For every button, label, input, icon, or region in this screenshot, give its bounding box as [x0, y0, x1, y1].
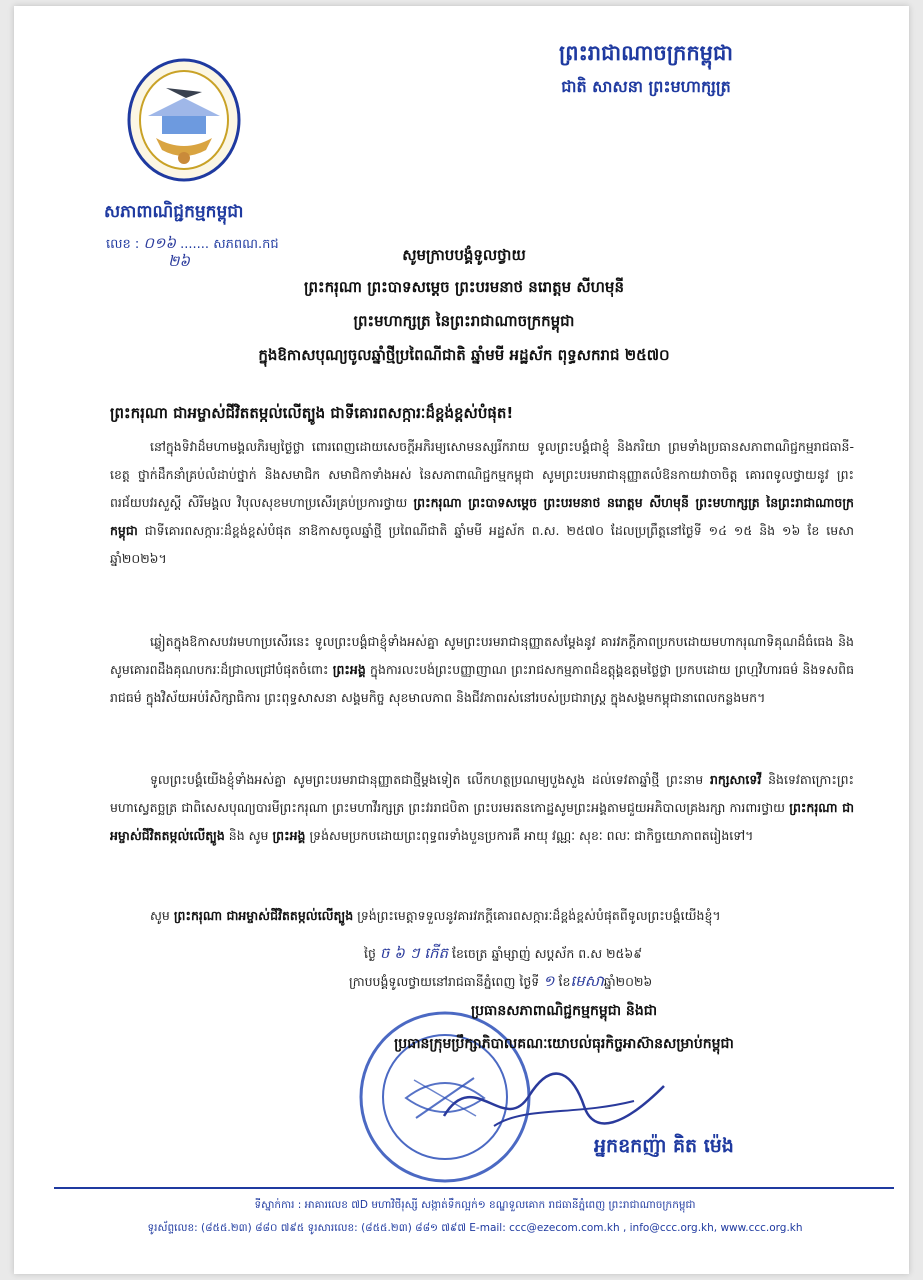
paragraph-2-text-c: ក្នុងការលះបង់ព្រះបញ្ញាញាណ ព្រះរាជសកម្មភាពដ៏ឧត្តុង្គឧត្តមថ្លៃថ្លា ប្រកបដោយ ព្រហ្មវិហារធម៌ និងទសពិធរាជធម៌ ក្នុងវិស័យអប់រំសិក្សាធិការ ព្រះពុទ្ធសាសនា សង្គមកិច្ច សុខមាលភាព និងជីវភាពរស់នៅរបស់ប្រជារាស្ត្រ ក្នុងសង្គមកម្ពុជានាពេលកន្លងមក។	[110, 662, 854, 705]
reference-dots: .......	[180, 237, 210, 252]
paragraph-3-text-e: និង សូម	[224, 828, 273, 843]
paragraph-2-text-a: ឆ្លៀតក្នុងឱកាសបវរមហាប្រសើរនេះ ទូលព្រះបង្គំជាខ្ញុំទាំងអស់គ្នា សូមព្រះបរមរាជានុញ្ញាតសម្តែងនូវ គារវភក្តីភាពប្រកបដោយមហាករុណាទិគុណដ៏ធំធេង និងសូមគោរពដឹងគុណបករៈដ៏ជ្រាលជ្រៅបំផុតចំពោះ	[110, 634, 854, 677]
paragraph-3-text-a: ទូលព្រះបង្គំយើងខ្ញុំទាំងអស់គ្នា សូមព្រះបរមរាជានុញ្ញាតជាថ្មីម្តងទៀត លើកហត្ថប្រណម្យបួងសួង ដល់ទេវតាឆ្នាំថ្មី ព្រះនាម	[150, 772, 710, 787]
lunar-date-suffix: ខែចេត្រ ឆ្នាំម្សាញ់ សប្តស័ក ព.ស ២៥៦៩	[448, 946, 643, 961]
paragraph-1-king-title: ព្រះករុណា ព្រះបាទសម្តេច ព្រះបរមនាថ នរោត្តម សីហមុនី ព្រះមហាក្សត្រ នៃព្រះរាជាណាចក្រកម្ពុជា	[110, 495, 854, 538]
salutation: ព្រះករុណា ជាអម្ចាស់ជីវិតតម្កល់លើត្បូង ជាទីគោរពសក្ការៈដ៏ខ្ពង់ខ្ពស់បំផុត!	[110, 404, 514, 422]
organization-name: សភាពាណិជ្ជកម្មកម្ពុជា	[104, 202, 244, 222]
solar-date-mid: ខែ	[554, 974, 571, 989]
footer-divider	[54, 1187, 894, 1189]
kingdom-title: ព្រះរាជាណាចក្រកម្ពុជា	[558, 41, 733, 65]
paragraph-1	[110, 433, 854, 573]
handwritten-signature	[434, 1046, 674, 1146]
paragraph-2	[110, 628, 854, 712]
solar-date-prefix: ក្រាបបង្គំទូលថ្វាយនៅរាជធានីភ្នំពេញ ថ្ងៃទី	[349, 974, 544, 989]
paragraph-3	[110, 766, 854, 850]
solar-day-handwritten: ១	[543, 972, 555, 990]
reference-year-handwritten: ២៦	[168, 252, 190, 270]
paragraph-4-bold: ព្រះករុណា ជាអម្ចាស់ជីវិតតម្កល់លើត្បូង	[173, 908, 354, 923]
solar-date-suffix: ឆ្នាំ២០២៦	[603, 974, 653, 989]
heading-line-3: ព្រះមហាក្សត្រ នៃព្រះរាជាណាចក្រកម្ពុជា	[353, 312, 575, 330]
paragraph-4	[110, 902, 854, 930]
heading-line-4: ក្នុងឱកាសបុណ្យចូលឆ្នាំថ្មីប្រពៃណីជាតិ ឆ្នាំមមី អដ្ឋស័ក ពុទ្ធសករាជ ២៥៧០	[258, 346, 670, 364]
lunar-date-handwritten: ច ៦ ៗ កើត	[379, 944, 449, 962]
signer-title-line-2: ប្រធានក្រុមប្រឹក្សាភិបាលគណៈយោបល់ធុរកិច្ចអាស៊ានសម្រាប់កម្ពុជា	[394, 1036, 734, 1052]
paragraph-3-text-g: ទ្រង់សមប្រកបដោយព្រះពុទ្ធពរទាំងបួនប្រការគឺ អាយុ វណ្ណៈ សុខៈ ពលៈ ជាកិច្ចយោភាពតរៀងទៅ។	[305, 828, 754, 843]
signer-title-line-1: ប្រធានសភាពាណិជ្ជកម្មកម្ពុជា និងជា	[470, 1003, 658, 1019]
reference-number-handwritten: ០១៦	[143, 234, 176, 252]
paragraph-1-text-a: នៅក្នុងទិវាដ៏មហាមង្គលភិរម្យថ្ងៃថ្លា ពោរពេញដោយសេចក្តីអភិរម្យសោមនស្សរីករាយ ទូលព្រះបង្គំជាខ្ញុំ និងភរិយា ព្រមទាំងប្រធានសភាពាណិជ្ជកម្មរាជធានី-ខេត្ត ថ្នាក់ដឹកនាំគ្រប់លំដាប់ថ្នាក់ និងសមាជិក សមាជិកាទាំងអស់ នៃសភាពាណិជ្ជកម្មកម្ពុជា សូមព្រះបរមរាជានុញ្ញាតលំឱនកាយវាចាចិត្ត គោរពទូលថ្វាយនូវ ព្រះពរជ័យបវរសួស្តី សិរីមង្គល វិបុលសុខមហាប្រសើរគ្រប់ប្រការថ្វាយ	[110, 439, 854, 510]
paragraph-3-bold-f: ព្រះអង្គ	[272, 828, 306, 843]
heading-line-1: សូមក្រាបបង្គំទូលថ្វាយ	[402, 246, 526, 264]
lunar-date-prefix: ថ្ងៃ	[364, 946, 380, 961]
solar-date	[349, 972, 809, 994]
heading-line-2: ព្រះករុណា ព្រះបាទសម្តេច ព្រះបរមនាថ នរោត្តម សីហមុនី	[304, 278, 624, 296]
paragraph-3-text-c: និងទេវតាក្រោះព្រះមហាស្វេតច្ឆត្រ ជាពិសេសបុណ្យបារមីព្រះករុណា ព្រះមហាវីរក្សត្រ ព្រះវររាជបិតា ព្រះបរមរតនកោដ្ឋសូមព្រះអង្គតាមជួយអភិបាលគ្រងរក្សា ការពារថ្វាយ	[110, 772, 854, 815]
signer-name: អ្នកឧកញ៉ា គិត ម៉េង	[594, 1135, 734, 1157]
reference-prefix: លេខ :	[106, 237, 144, 252]
paragraph-3-bold-d: ព្រះករុណា ជាអម្ចាស់ជីវិតតម្កល់លើត្បូង	[110, 800, 854, 843]
lunar-date	[364, 944, 814, 966]
letter-page	[14, 6, 909, 1274]
paragraph-2-bold: ព្រះអង្គ	[332, 662, 366, 677]
paragraph-4-text-a: សូម	[150, 908, 174, 923]
national-motto: ជាតិ សាសនា ព្រះមហាក្សត្រ	[561, 77, 731, 96]
chamber-logo	[126, 58, 242, 188]
paragraph-3-deity-name: រាក្សសាទេវី	[709, 772, 762, 787]
reference-suffix: សភពណ.កជ	[213, 237, 279, 252]
footer-contact: ទូរស័ព្ទលេខ: (៨៥៥.២៣) ៨៨០ ៧៩៥ ទូរសារលេខ: (៨៥៥.២៣) ៨៨១ ៧៩៧ E-mail: ccc@ezecom.com.kh , info@ccc.org.kh, www.ccc.org.kh	[147, 1222, 803, 1234]
solar-month-handwritten: មេសា	[570, 972, 604, 990]
paragraph-1-text-c: ជាទីគោរពសក្ការៈដ៏ខ្ពង់ខ្ពស់បំផុត នាឱកាសចូលឆ្នាំថ្មី ប្រពៃណីជាតិ ឆ្នាំមមី អដ្ឋស័ក ព.ស. ២៥៧០ ដែលប្រព្រឹត្តនៅថ្ងៃទី ១៤ ១៥ និង ១៦ ខែ មេសា ឆ្នាំ២០២៦។	[110, 523, 854, 566]
paragraph-4-text-c: ទ្រង់ព្រះមេត្តាទទួលនូវគារវភក្តីគោរពសក្ការៈដ៏ខ្ពង់ខ្ពស់បំផុតពីទូលព្រះបង្គំយើងខ្ញុំ។	[353, 908, 721, 923]
footer-address: ទីស្នាក់ការ : អាគារលេខ ៧D មហាវិថីរុស្សី សង្កាត់ទឹកល្អក់១ ខណ្ឌទួលគោក រាជធានីភ្នំពេញ ព្រះរាជាណាចក្រកម្ពុជា	[254, 1199, 696, 1211]
